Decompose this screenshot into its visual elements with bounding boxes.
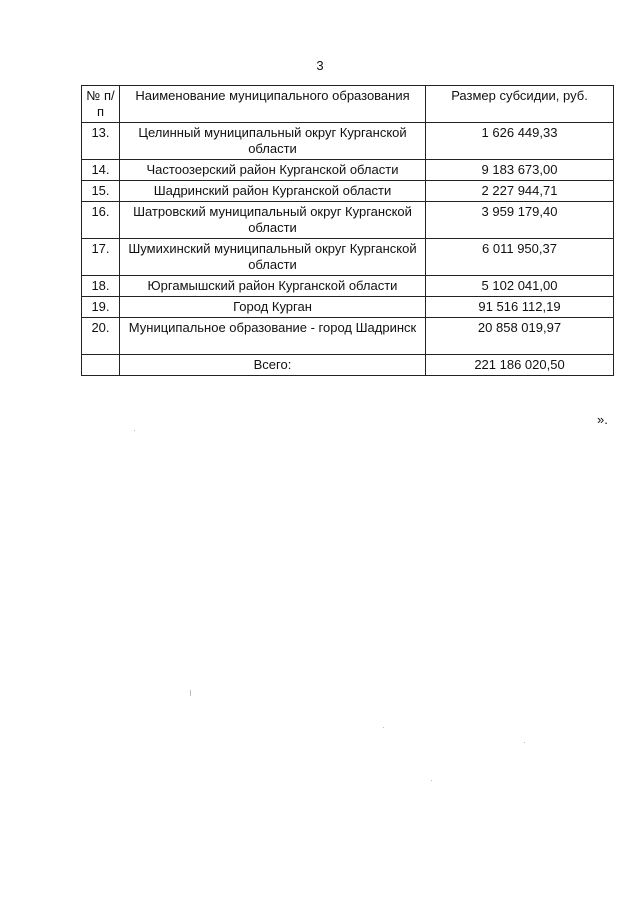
row-amount: 1 626 449,33 [426, 123, 614, 160]
row-number: 20. [82, 318, 120, 355]
subsidy-table [81, 85, 614, 376]
row-number: 19. [82, 297, 120, 318]
table-row [82, 160, 614, 181]
table-row [82, 276, 614, 297]
row-number: 14. [82, 160, 120, 181]
row-amount: 3 959 179,40 [426, 202, 614, 239]
row-amount: 91 516 112,19 [426, 297, 614, 318]
table-row [82, 297, 614, 318]
header-amount: Размер субсидии, руб. [426, 86, 614, 123]
table-row [82, 239, 614, 276]
row-municipality: Частоозерский район Курганской области [120, 160, 426, 181]
row-amount: 6 011 950,37 [426, 239, 614, 276]
row-number: 16. [82, 202, 120, 239]
closing-quote-mark: ». [597, 412, 608, 427]
table-row [82, 318, 614, 355]
row-municipality: Юргамышский район Курганской области [120, 276, 426, 297]
row-amount: 20 858 019,97 [426, 318, 614, 355]
row-number: 15. [82, 181, 120, 202]
row-number: 18. [82, 276, 120, 297]
page-number: 3 [316, 58, 324, 73]
table-row [82, 181, 614, 202]
header-number: № п/п [82, 86, 120, 123]
row-municipality: Муниципальное образование - город Шадринск [120, 318, 426, 355]
scan-speck [524, 742, 525, 743]
row-municipality: Город Курган [120, 297, 426, 318]
table-header-row [82, 86, 614, 123]
scan-speck [383, 727, 384, 728]
total-label: Всего: [120, 355, 426, 376]
header-name: Наименование муниципального образования [120, 86, 426, 123]
row-municipality: Целинный муниципальный округ Курганской области [120, 123, 426, 160]
row-amount: 2 227 944,71 [426, 181, 614, 202]
total-row [82, 355, 614, 376]
scan-speck [431, 780, 432, 781]
scan-speck [134, 430, 135, 431]
row-amount: 5 102 041,00 [426, 276, 614, 297]
total-amount: 221 186 020,50 [426, 355, 614, 376]
scan-speck [190, 690, 191, 696]
row-municipality: Шумихинский муниципальный округ Курганской области [120, 239, 426, 276]
row-amount: 9 183 673,00 [426, 160, 614, 181]
row-number: 17. [82, 239, 120, 276]
row-municipality: Шатровский муниципальный округ Курганской области [120, 202, 426, 239]
table-row [82, 202, 614, 239]
total-number-cell [82, 355, 120, 376]
row-number: 13. [82, 123, 120, 160]
row-municipality: Шадринский район Курганской области [120, 181, 426, 202]
table-row [82, 123, 614, 160]
